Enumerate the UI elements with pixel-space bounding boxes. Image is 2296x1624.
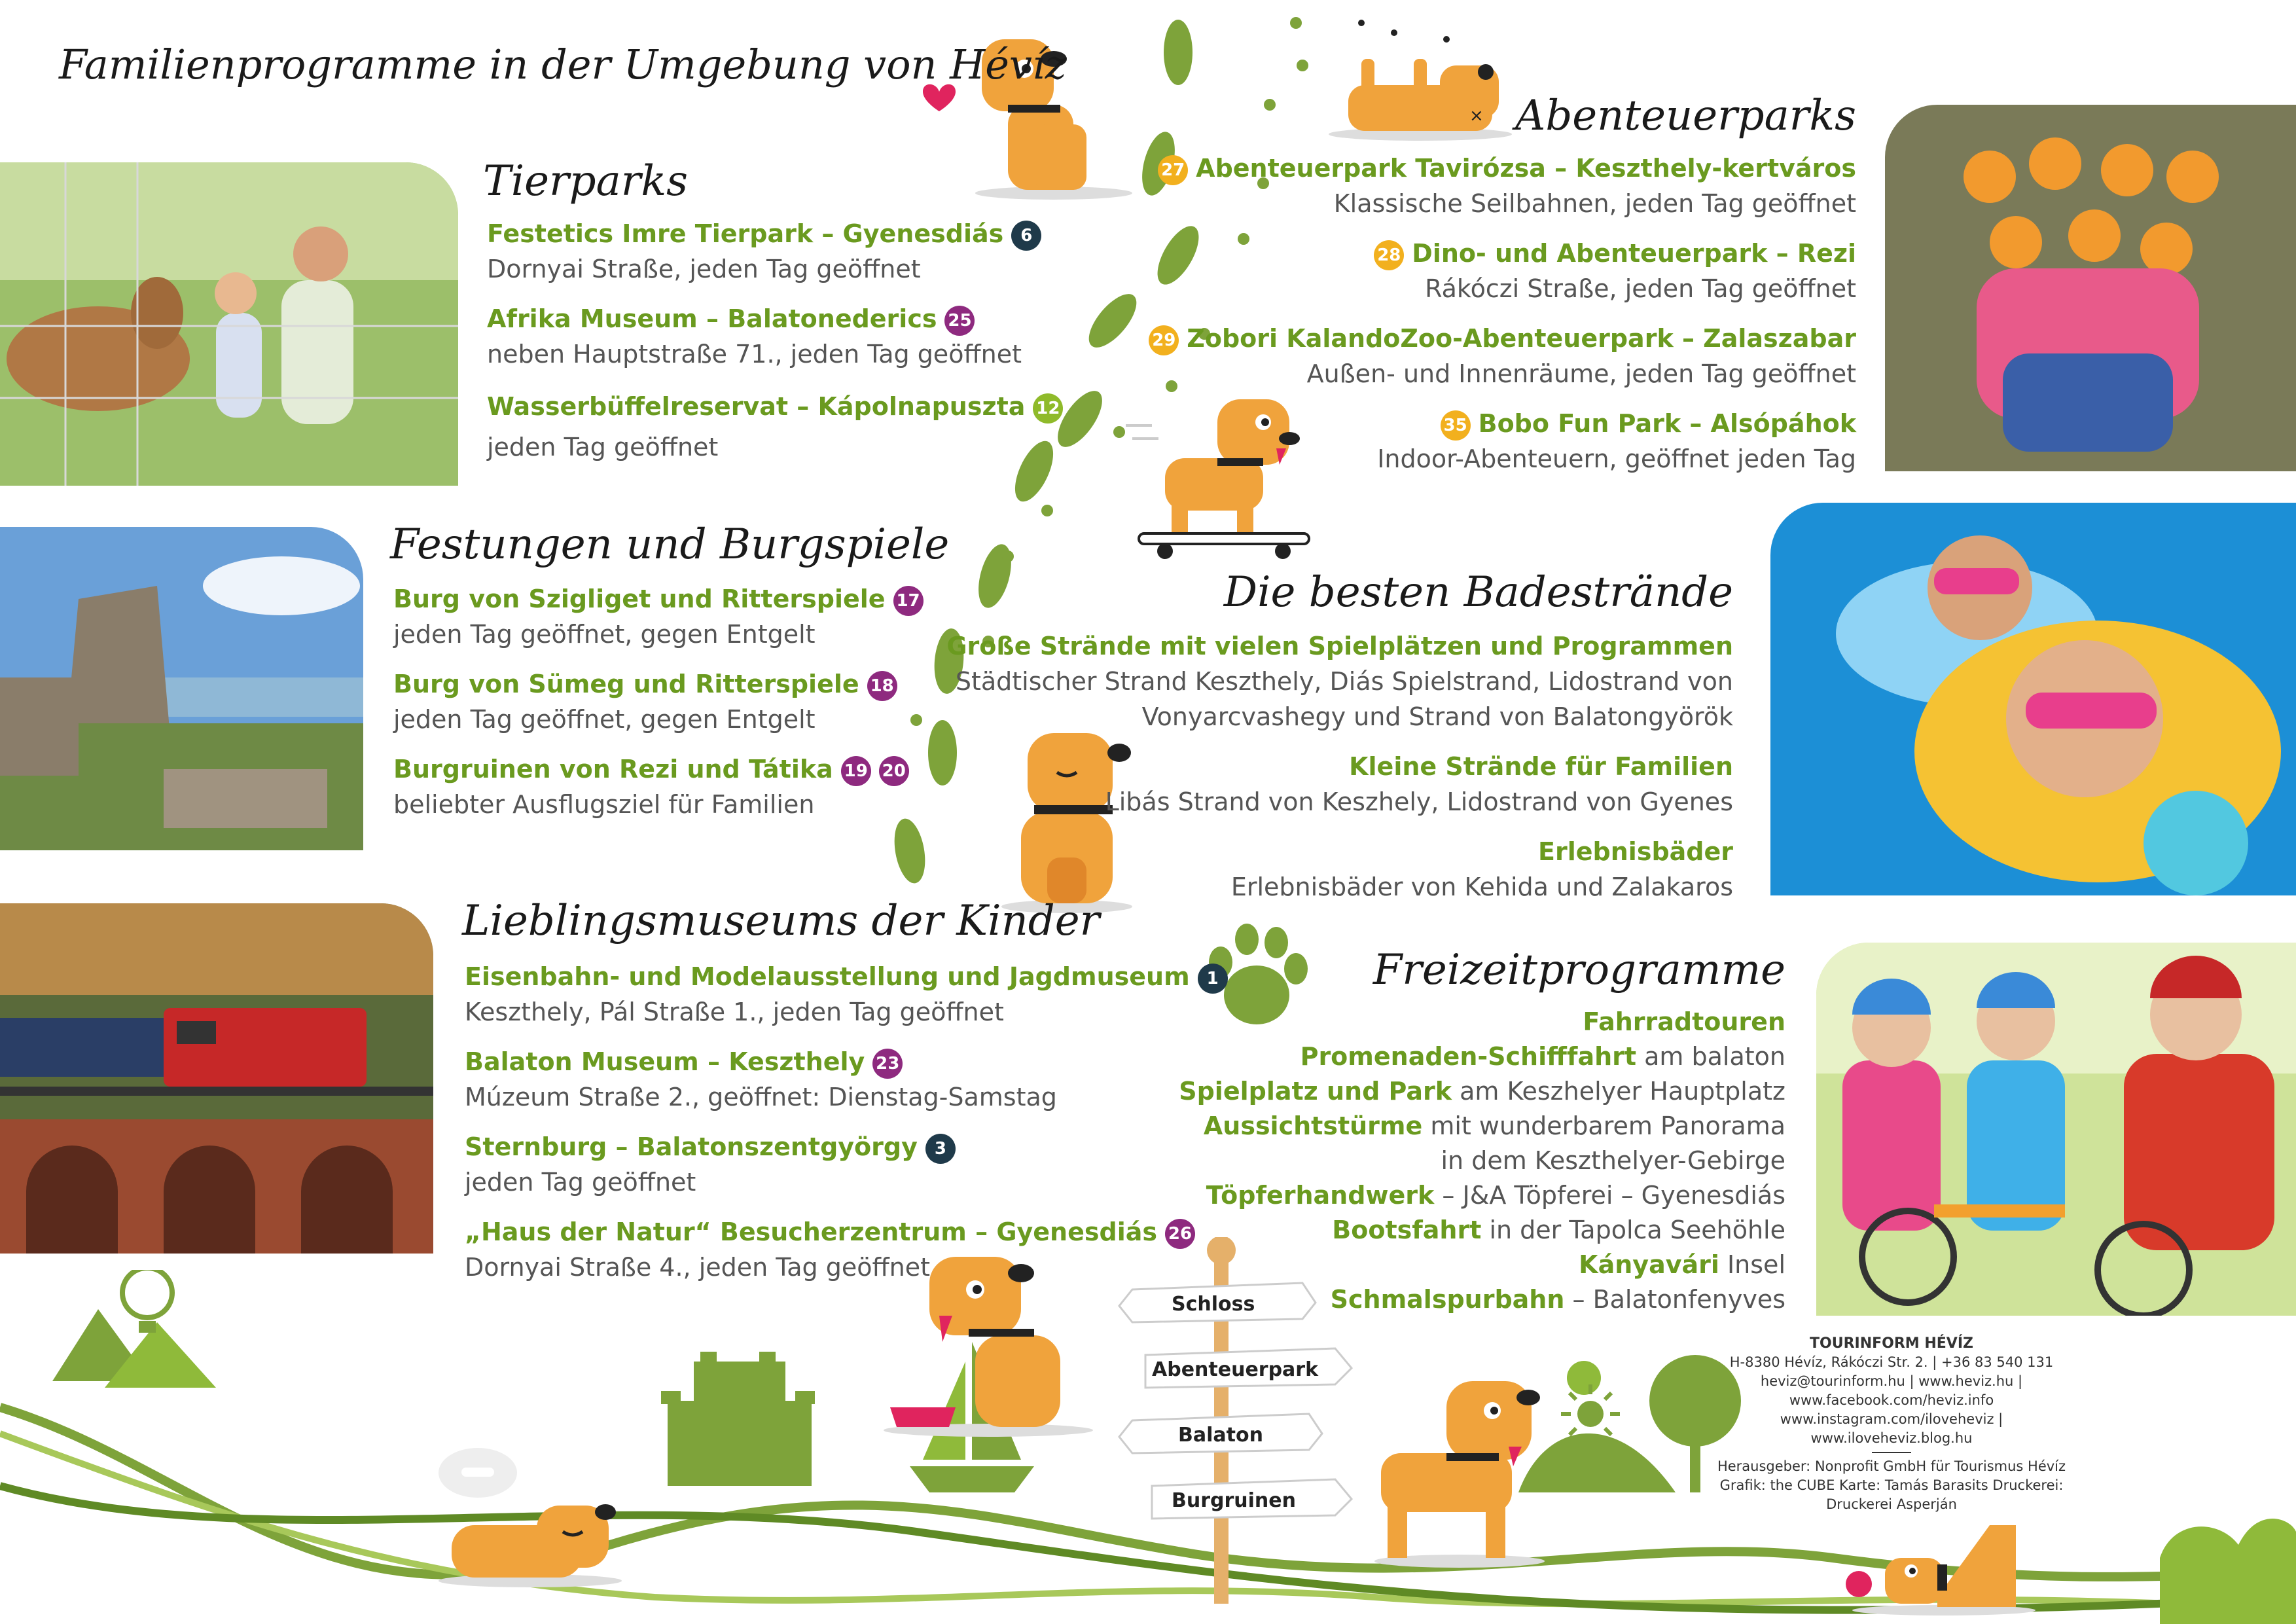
freizeit-item[interactable]: Töpferhandwerk – J&A Töpferei – Gyenesdiás <box>1206 1181 1785 1210</box>
svg-text:×: × <box>1469 106 1484 126</box>
entry-sternburg[interactable] <box>465 1129 956 1200</box>
entry-description: jeden Tag geöffnet, gegen Entgelt <box>393 620 816 649</box>
map-number-badge: 3 <box>925 1134 956 1164</box>
sun-icon <box>1558 1381 1623 1447</box>
entry-description: jeden Tag geöffnet <box>487 433 719 461</box>
entry-suemeg[interactable] <box>393 666 897 737</box>
entry-title: Sternburg – Balatonszentgyörgy 3 <box>465 1129 956 1164</box>
section-title-abenteuer: Abenteuerparks <box>1515 92 1856 140</box>
imprint-credits: Grafik: the CUBE Karte: Tamás Barasits Druckerei: Druckerei Asperján <box>1719 1477 2064 1512</box>
entry-description: Städtischer Strand Keszthely, Diás Spielstrand, Lidostrand von <box>955 667 1733 696</box>
entry-description: Außen- und Innenräume, jeden Tag geöffnet <box>1306 359 1856 388</box>
freizeit-item[interactable]: Fahrradtouren <box>1583 1007 1785 1036</box>
entry-title: Burg von Szigliget und Ritterspiele 17 <box>393 581 924 617</box>
imprint-publisher: Herausgeber: Nonprofit GmbH für Tourismus Hévíz <box>1717 1458 2066 1474</box>
sign-schloss: Schloss <box>1172 1293 1255 1316</box>
imprint-address: H-8380 Hévíz, Rákóczi Str. 2. | +36 83 540 131 <box>1729 1354 2054 1370</box>
photo-fahrrad <box>1816 943 2296 1316</box>
entry-title: Afrika Museum – Balatonederics 25 <box>487 301 1022 336</box>
entry-grosse-straende[interactable] <box>946 628 1733 734</box>
dog-skateboard-icon <box>1126 386 1322 563</box>
entry-description: Múzeum Straße 2., geöffnet: Dienstag-Samstag <box>465 1083 1057 1111</box>
entry-title: Erlebnisbäder <box>1538 837 1733 866</box>
entry-description: Libás Strand von Keszhely, Lidostrand von Gyenes <box>1105 787 1733 816</box>
entry-title: 27 Abenteuerpark Tavirózsa – Keszthely-kertváros <box>1158 151 1856 186</box>
entry-zobori[interactable] <box>1149 321 1856 391</box>
map-number-badge: 29 <box>1149 325 1179 355</box>
entry-description: Klassische Seilbahnen, jeden Tag geöffnet <box>1333 189 1856 218</box>
imprint-contact[interactable]: heviz@tourinform.hu | www.heviz.hu | www.facebook.com/heviz.info <box>1760 1373 2023 1408</box>
photo-badestrand <box>1770 503 2296 895</box>
sign-abenteuerpark: Abenteuerpark <box>1152 1358 1319 1381</box>
map-number-badge: 18 <box>867 671 897 701</box>
map-number-badge: 17 <box>893 586 924 616</box>
section-title-tierparks: Tierparks <box>483 157 688 206</box>
entry-description: Erlebnisbäder von Kehida und Zalakaros <box>1230 873 1733 901</box>
entry-festetics[interactable] <box>487 216 1041 287</box>
section-title-freizeit: Freizeitprogramme <box>1372 946 1785 994</box>
entry-eisenbahn[interactable] <box>465 959 1228 1030</box>
entry-rezi-tatika[interactable] <box>393 751 909 822</box>
dog-standing-icon <box>1368 1375 1551 1571</box>
freizeit-item[interactable]: Schmalspurbahn – Balatonfenyves <box>1330 1285 1785 1314</box>
photo-tierpark <box>0 162 458 486</box>
map-number-badge: 26 <box>1165 1219 1195 1249</box>
entry-title: Eisenbahn- und Modelausstellung und Jagdmuseum 1 <box>465 959 1228 994</box>
entry-title: 29 Zobori KalandoZoo-Abenteuerpark – Zalaszabar <box>1149 321 1856 356</box>
entry-title: Wasserbüffelreservat – Kápolnapuszta 12 <box>487 386 1063 427</box>
freizeit-item[interactable]: Spielplatz und Park am Keszhelyer Hauptplatz <box>1179 1077 1785 1106</box>
entry-description-cont: Vonyarcvashegy und Strand von Balatongyörök <box>1141 702 1733 731</box>
freizeit-item-cont: in dem Keszthelyer-Gebirge <box>1441 1146 1785 1175</box>
entry-title: Große Strände mit vielen Spielplätzen und Programmen <box>946 632 1733 660</box>
entry-haus-der-natur[interactable] <box>465 1214 1195 1285</box>
entry-bobo[interactable] <box>1377 406 1856 477</box>
entry-afrika-museum[interactable] <box>487 301 1022 372</box>
entry-description: jeden Tag geöffnet <box>465 1168 696 1197</box>
entry-title: „Haus der Natur“ Besucherzentrum – Gyenesdiás 26 <box>465 1214 1195 1250</box>
entry-title: Burg von Sümeg und Ritterspiele 18 <box>393 666 897 702</box>
sign-balaton: Balaton <box>1178 1424 1263 1447</box>
entry-description: jeden Tag geöffnet, gegen Entgelt <box>393 705 816 734</box>
photo-burg <box>0 527 363 850</box>
section-title-festungen: Festungen und Burgspiele <box>390 520 950 569</box>
photo-eisenbahn <box>0 903 433 1254</box>
entry-description: Dornyai Straße 4., jeden Tag geöffnet <box>465 1253 930 1282</box>
entry-erlebnisbaeder[interactable] <box>1231 834 1733 905</box>
entry-title: 35 Bobo Fun Park – Alsópáhok <box>1377 406 1856 441</box>
map-number-badge: 6 <box>1011 221 1041 251</box>
map-number-badge: 23 <box>872 1049 903 1079</box>
entry-description: Keszthely, Pál Straße 1., jeden Tag geöffnet <box>465 998 1004 1026</box>
freizeit-item[interactable]: Bootsfahrt in der Tapolca Seehöhle <box>1332 1216 1785 1244</box>
map-number-badge: 28 <box>1374 240 1404 270</box>
divider <box>1872 1452 1911 1453</box>
map-number-badge: 12 <box>1033 393 1063 424</box>
map-number-badge: 25 <box>944 306 975 336</box>
entry-kleine-straende[interactable] <box>1105 749 1733 820</box>
map-number-badge: 27 <box>1158 155 1188 185</box>
imprint <box>1708 1334 2075 1514</box>
freizeit-item[interactable]: Promenaden-Schifffahrt am balaton <box>1300 1042 1785 1071</box>
dog-sleeping-icon <box>432 1440 628 1591</box>
entry-title: Festetics Imre Tierpark – Gyenesdiás 6 <box>487 216 1041 251</box>
map-number-badge: 20 <box>879 756 909 786</box>
imprint-org: TOURINFORM HÉVÍZ <box>1810 1335 1973 1352</box>
entry-description: neben Hauptstraße 71., jeden Tag geöffnet <box>487 340 1022 369</box>
entry-title: 28 Dino- und Abenteuerpark – Rezi <box>1374 236 1856 271</box>
photo-abenteuerpark <box>1885 105 2296 471</box>
entry-wasserbueffel[interactable] <box>487 386 1063 467</box>
entry-title: Balaton Museum – Keszthely 23 <box>465 1044 1057 1079</box>
dog-lying-icon <box>1322 13 1518 144</box>
map-number-badge: 19 <box>841 756 871 786</box>
entry-description: beliebter Ausflugsziel für Familien <box>393 790 815 819</box>
sign-burgruinen: Burgruinen <box>1172 1489 1296 1512</box>
entry-dino-park[interactable] <box>1374 236 1856 306</box>
entry-description: Indoor-Abenteuern, geöffnet jeden Tag <box>1377 444 1856 473</box>
section-title-museen: Lieblingsmuseums der Kinder <box>462 897 1100 945</box>
map-number-badge: 1 <box>1198 964 1228 994</box>
imprint-contact[interactable]: www.instagram.com/iloveheviz | www.iloveheviz.blog.hu <box>1780 1411 2003 1446</box>
entry-description: Dornyai Straße, jeden Tag geöffnet <box>487 255 921 283</box>
entry-balaton-museum[interactable] <box>465 1044 1057 1115</box>
map-number-badge: 35 <box>1441 410 1471 441</box>
entry-tavirozsa[interactable] <box>1158 151 1856 221</box>
page-title: Familienprogramme in der Umgebung von Hévíz <box>59 41 1067 88</box>
entry-title: Kleine Strände für Familien <box>1349 752 1733 781</box>
section-title-strande: Die besten Badestrände <box>1223 568 1733 617</box>
freizeit-item[interactable]: Aussichtstürme mit wunderbarem Panorama <box>1203 1111 1785 1140</box>
freizeit-item[interactable]: Kányavári Insel <box>1579 1250 1785 1279</box>
entry-szigliget[interactable] <box>393 581 924 652</box>
freizeit-list <box>1179 1005 1785 1317</box>
entry-title: Burgruinen von Rezi und Tátika 19 20 <box>393 751 909 787</box>
dog-ball-icon <box>1839 1499 2036 1617</box>
entry-description: Rákóczi Straße, jeden Tag geöffnet <box>1425 274 1856 303</box>
